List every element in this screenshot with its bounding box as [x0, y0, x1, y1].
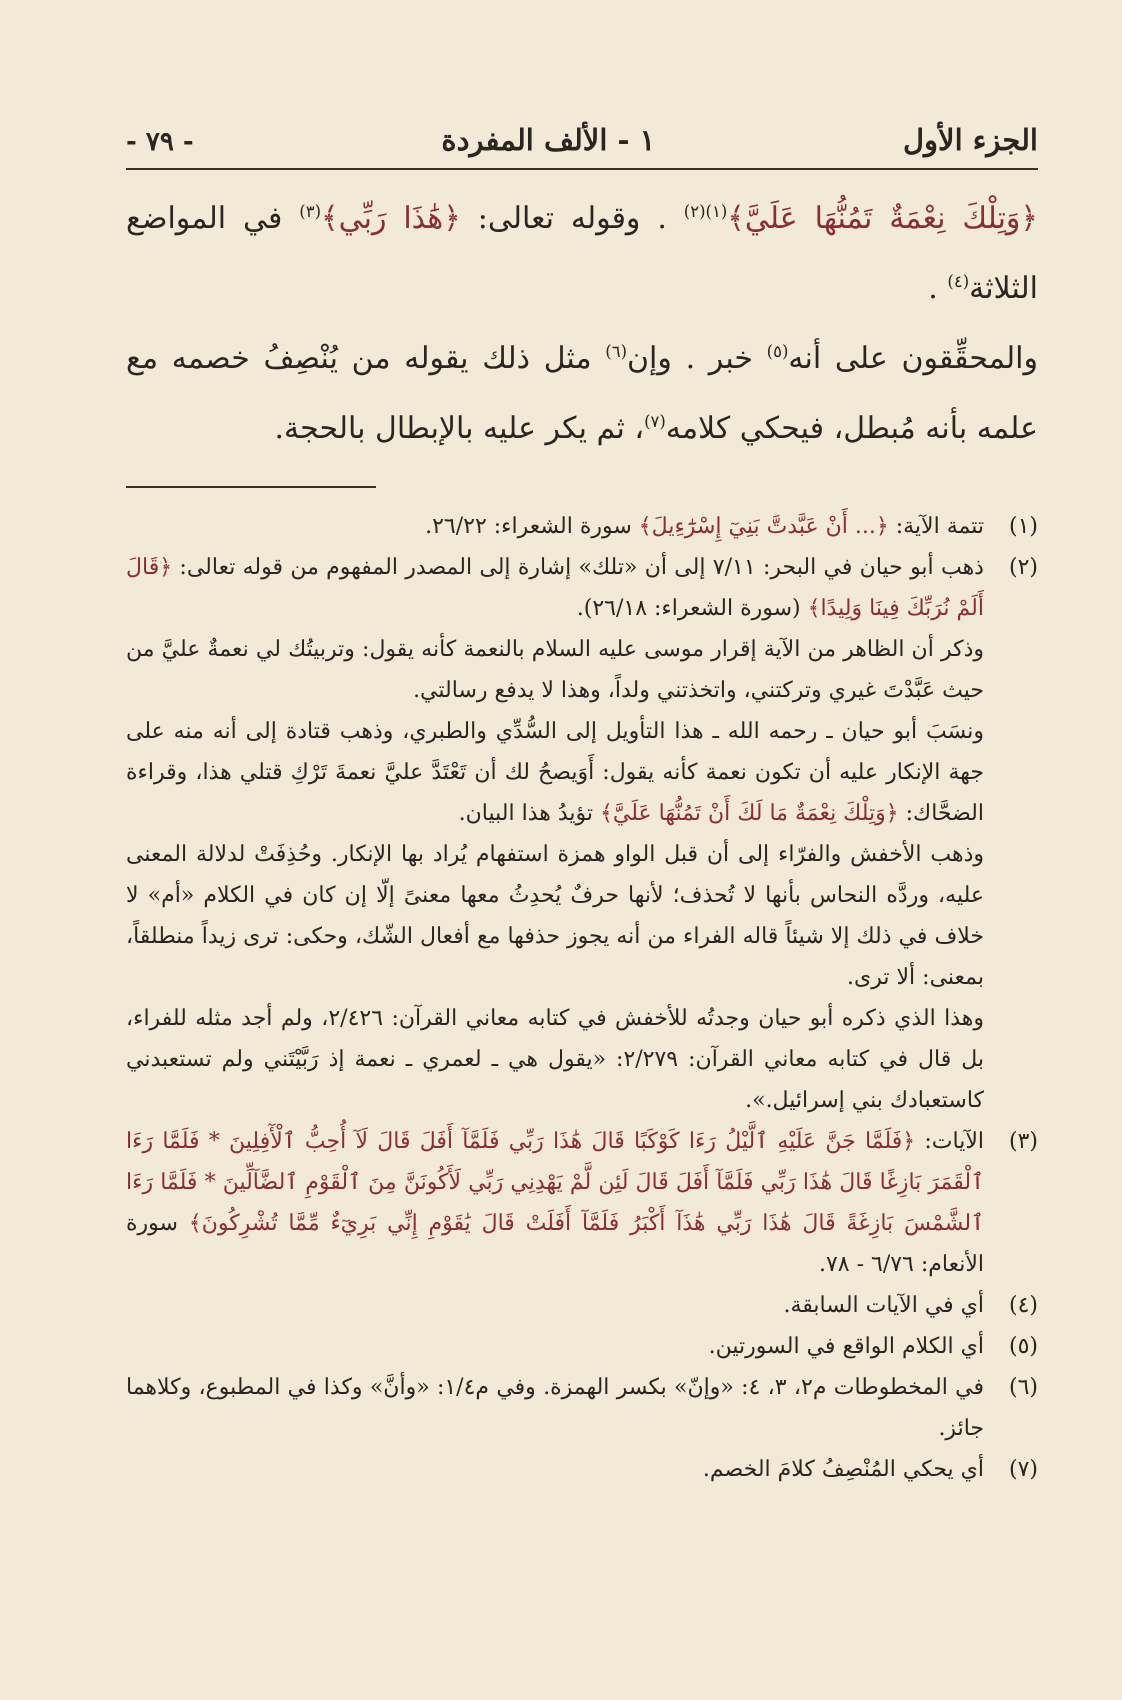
footnote-number: (١) — [1008, 514, 1038, 539]
footnote-ref: (٧) — [644, 412, 666, 431]
footnote-7 — [126, 1449, 1038, 1490]
text-run: تتمة الآية: — [888, 514, 984, 539]
text-run: تؤيدُ هذا البيان. — [458, 801, 601, 826]
footnote-paragraph: وذكر أن الظاهر من الآية إقرار موسى عليه السلام بالنعمة كأنه يقول: وتربيتُك لي نعمةٌ عليَّ من حيث عَبَّدْتَ غيري وتركتني، واتخذتني ولداً، وهذا لا يدفع رسالتي. — [126, 637, 984, 703]
quran-quote: ﴿وَتِلْكَ نِعْمَةٌ تَمُنُّهَا عَلَيَّ﴾ — [727, 201, 1038, 236]
footnote-3 — [126, 1121, 1038, 1285]
page-number: - ٧٩ - — [126, 127, 194, 157]
text-run: سورة الأنعام: ٦/٧٦ - ٧٨. — [126, 1211, 984, 1277]
footnote-2 — [126, 547, 1038, 629]
footnote-separator — [126, 486, 376, 488]
footnote-ref: (٣) — [299, 202, 322, 221]
footnote-number: (٦) — [1008, 1375, 1038, 1400]
footnotes — [126, 506, 1038, 1490]
main-text — [126, 184, 1038, 464]
text-run: خبر . وإن — [627, 341, 767, 376]
quran-quote: ﴿فَلَمَّا جَنَّ عَلَيْهِ ٱلَّيْلُ رَءَا كَوْكَبًا قَالَ هَٰذَا رَبِّي فَلَمَّآ أَفَلَ قَالَ لَآ أُحِبُّ ٱلْأٓفِلِينَ * فَلَمَّا رَءَا ٱلْقَمَرَ بَازِغًا قَالَ هَٰذَا رَبِّي فَلَمَّآ أَفَلَ قَالَ لَئِن لَّمْ يَهْدِنِي رَبِّي لَأَكُونَنَّ مِنَ ٱلْقَوْمِ ٱلضَّآلِّينَ * فَلَمَّا رَءَا ٱلشَّمْسَ بَازِغَةً قَالَ هَٰذَا رَبِّي هَٰذَآ أَكْبَرُ فَلَمَّآ أَفَلَتْ قَالَ يَٰقَوْمِ إِنِّي بَرِيٓءٌ مِّمَّا تُشْرِكُونَ﴾ — [126, 1129, 984, 1236]
text-run: سورة الشعراء: ٢٦/٢٢. — [425, 514, 639, 539]
text-run: . — [928, 271, 948, 306]
text-run: . وقوله تعالى: — [460, 201, 684, 236]
footnote-paragraph: وذهب الأخفش والفرّاء إلى أن قبل الواو همزة استفهام يُراد بها الإنكار. وحُذِفَتْ لدلالة المعنى عليه، وردَّه النحاس بأنها لا تُحذف؛ لأنها حرفٌ يُحدِثُ معها معنىً إلّا إن كان في الكلام «أم» لا خلاف في ذلك إلا شيئاً قاله الفراء من أنه يجوز حذفها مع أفعال الشّك، وحكى: ترى زيداً منطلقاً، بمعنى: ألا ترى. — [126, 842, 985, 990]
main-line-1 — [126, 184, 1038, 324]
footnote-text: في المخطوطات م٢، ٣، ٤: «وإنّ» بكسر الهمزة. وفي م١/٤: «وأنَّ» وكذا في المطبوع، وكلاهما جائز. — [126, 1375, 984, 1441]
footnote-paragraph: وهذا الذي ذكره أبو حيان وجدتُه للأخفش في كتابه معاني القرآن: ٢/٤٢٦، ولم أجد مثله للفراء، بل قال في كتابه معاني القرآن: ٢/٢٧٩: «يقول هي ـ لعمري ـ نعمة إذ رَبَّيْتَني ولم تستعبدني كاستعبادك بني إسرائيل.». — [126, 1006, 985, 1113]
main-paragraph-2 — [126, 324, 1038, 464]
footnote-ref: (٦) — [605, 342, 627, 361]
text-run: الآيات: — [915, 1129, 984, 1154]
footnote-5 — [126, 1326, 1038, 1367]
text-run: (سورة الشعراء: ٢٦/١٨). — [576, 596, 808, 621]
footnote-number: (٢) — [1008, 555, 1038, 580]
quran-quote: ﴿قَالَ أَلَمْ نُرَبِّكَ فِينَا وَلِيدًا﴾ — [126, 555, 984, 621]
footnote-4 — [126, 1285, 1038, 1326]
quran-quote: ﴿وَتِلْكَ نِعْمَةٌ مَا لَكَ أَنْ تَمُنُّهَا عَلَيَّ﴾ — [600, 801, 899, 826]
footnote-number: (٥) — [1008, 1334, 1038, 1359]
footnote-number: (٤) — [1008, 1293, 1038, 1318]
text-run: ذهب أبو حيان في البحر: ٧/١١ إلى أن «تلك» إشارة إلى المصدر المفهوم من قوله تعالى: — [172, 555, 984, 580]
text-run: ونسَبَ أبو حيان ـ رحمه الله ـ هذا التأويل إلى السُّدِّي والطبري، وذهب قتادة إلى أنه منه على جهة الإنكار عليه أن تكون نعمة كأنه يقول: أَوَيصحُ لك أن تَعْتَدَّ عليَّ نعمةَ تَرْكِ قتلي هذا، وقراءة الضحَّاك: — [126, 719, 984, 826]
footnote-ref: (١)(٢) — [683, 202, 728, 221]
quran-quote: ﴿... أَنْ عَبَّدتَّ بَنِيٓ إِسْرَٰٓءِيلَ﴾ — [638, 514, 889, 539]
footnote-paragraph — [126, 711, 984, 834]
footnote-text: أي يحكي المُنْصِفُ كلامَ الخصم. — [702, 1457, 984, 1482]
running-header — [126, 120, 1038, 170]
footnote-6 — [126, 1367, 1038, 1449]
volume-title: الجزء الأول — [902, 123, 1038, 157]
footnote-text: أي الكلام الواقع في السورتين. — [708, 1334, 984, 1359]
footnote-number: (٣) — [1008, 1129, 1038, 1154]
footnote-2-continuation — [126, 629, 1038, 1121]
footnote-text: أي في الآيات السابقة. — [783, 1293, 984, 1318]
footnote-1 — [126, 506, 1038, 547]
quran-quote: ﴿هَٰذَا رَبِّي﴾ — [321, 201, 461, 236]
text-run: مثل ذلك يقوله من يُنْصِفُ خصمه مع علمه بأنه مُبطل، فيحكي كلامه — [126, 341, 1038, 446]
footnote-ref: (٥) — [766, 342, 789, 361]
text-run: والمحقِّقون على أنه — [788, 341, 1038, 376]
footnote-ref: (٤) — [947, 272, 970, 291]
chapter-title: ١ - الألف المفردة — [441, 123, 656, 157]
text-run: ، ثم يكر عليه بالإبطال بالحجة. — [274, 411, 645, 446]
footnote-number: (٧) — [1008, 1457, 1038, 1482]
text-run: في المواضع الثلاثة — [126, 201, 1038, 306]
